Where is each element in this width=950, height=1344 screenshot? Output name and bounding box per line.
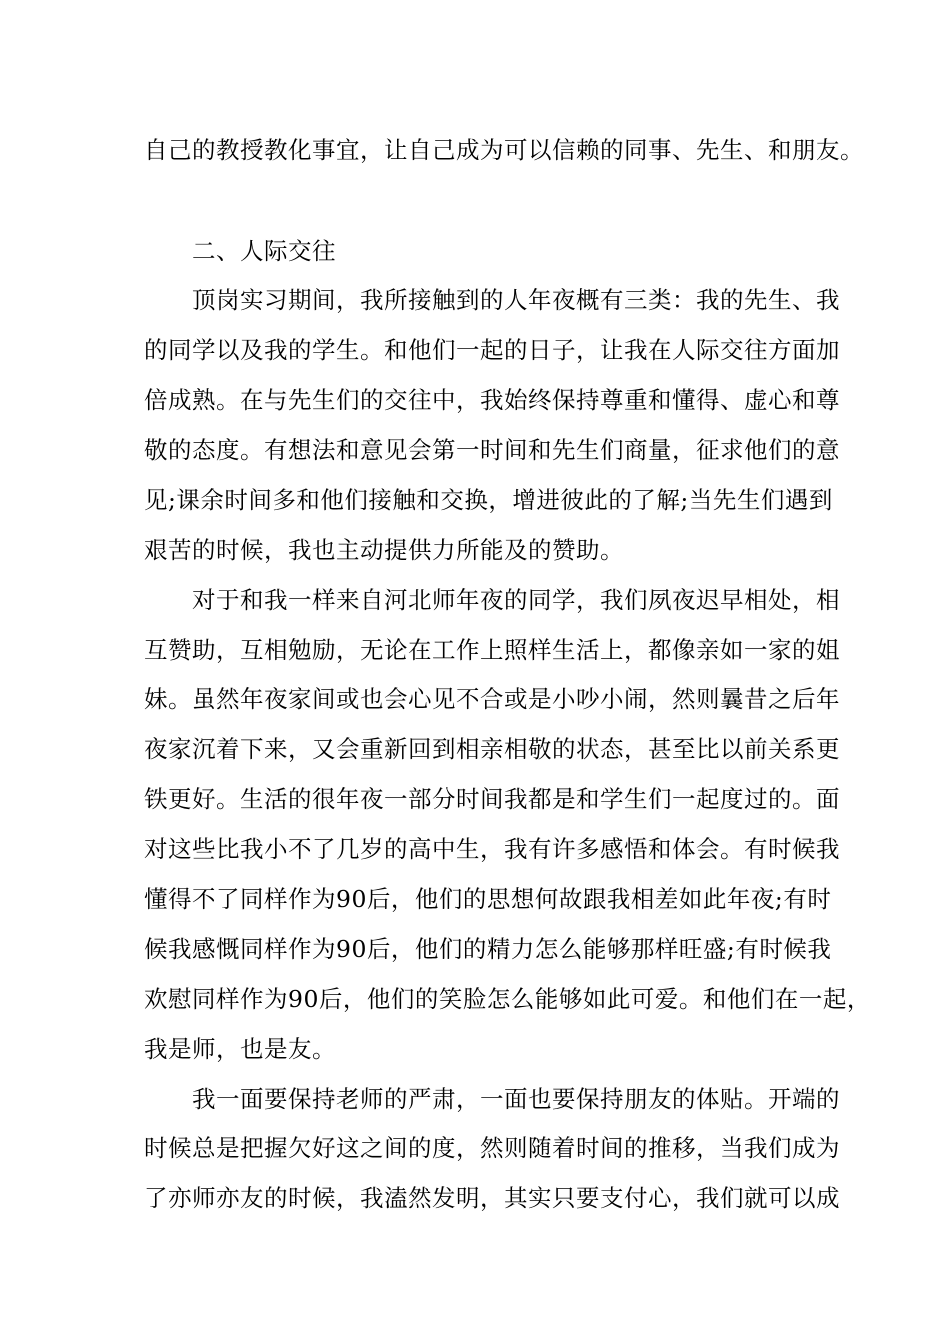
text-line: 顶岗实习期间，我所接触到的人年夜概有三类：我的先生、我 (192, 286, 840, 314)
text-line: 的同学以及我的学生。和他们一起的日子，让我在人际交往方面加 (144, 336, 840, 364)
text-line: 我一面要保持老师的严肃，一面也要保持朋友的体贴。开端的 (192, 1085, 840, 1113)
text-line: 自己的教授教化事宜，让自己成为可以信赖的同事、先生、和朋友。 (144, 136, 864, 164)
text-line: 艰苦的时候，我也主动提供力所能及的赞助。 (144, 536, 624, 564)
text-line: 互赞助，互相勉励，无论在工作上照样生活上，都像亲如一家的姐 (144, 636, 840, 664)
text-line: 妹。虽然年夜家间或也会心见不合或是小吵小闹，然则曩昔之后年 (144, 685, 840, 713)
text-line: 我是师，也是友。 (144, 1035, 336, 1063)
text-line: 时候总是把握欠好这之间的度，然则随着时间的推移，当我们成为 (144, 1134, 840, 1162)
text-line: 见;课余时间多和他们接触和交换，增进彼此的了解;当先生们遇到 (144, 486, 833, 514)
text-line: 懂得不了同样作为90后，他们的思想何故跟我相差如此年夜;有时 (144, 885, 832, 913)
text-line: 欢慰同样作为90后，他们的笑脸怎么能够如此可爱。和他们在一起， (144, 985, 871, 1013)
text-line: 铁更好。生活的很年夜一部分时间我都是和学生们一起度过的。面 (144, 785, 840, 813)
text-line: 倍成熟。在与先生们的交往中，我始终保持尊重和懂得、虚心和尊 (144, 386, 840, 414)
section-heading: 二、人际交往 (192, 237, 336, 265)
text-line: 夜家沉着下来，又会重新回到相亲相敬的状态，甚至比以前关系更 (144, 735, 840, 763)
text-line: 了亦师亦友的时候，我溘然发明，其实只要支付心，我们就可以成 (144, 1184, 840, 1212)
text-line: 候我感慨同样作为90后，他们的精力怎么能够那样旺盛;有时候我 (144, 935, 832, 963)
text-line: 对于和我一样来自河北师年夜的同学，我们夙夜迟早相处，相 (192, 586, 840, 614)
text-line: 敬的态度。有想法和意见会第一时间和先生们商量，征求他们的意 (144, 436, 840, 464)
text-line: 对这些比我小不了几岁的高中生，我有许多感悟和体会。有时候我 (144, 835, 840, 863)
